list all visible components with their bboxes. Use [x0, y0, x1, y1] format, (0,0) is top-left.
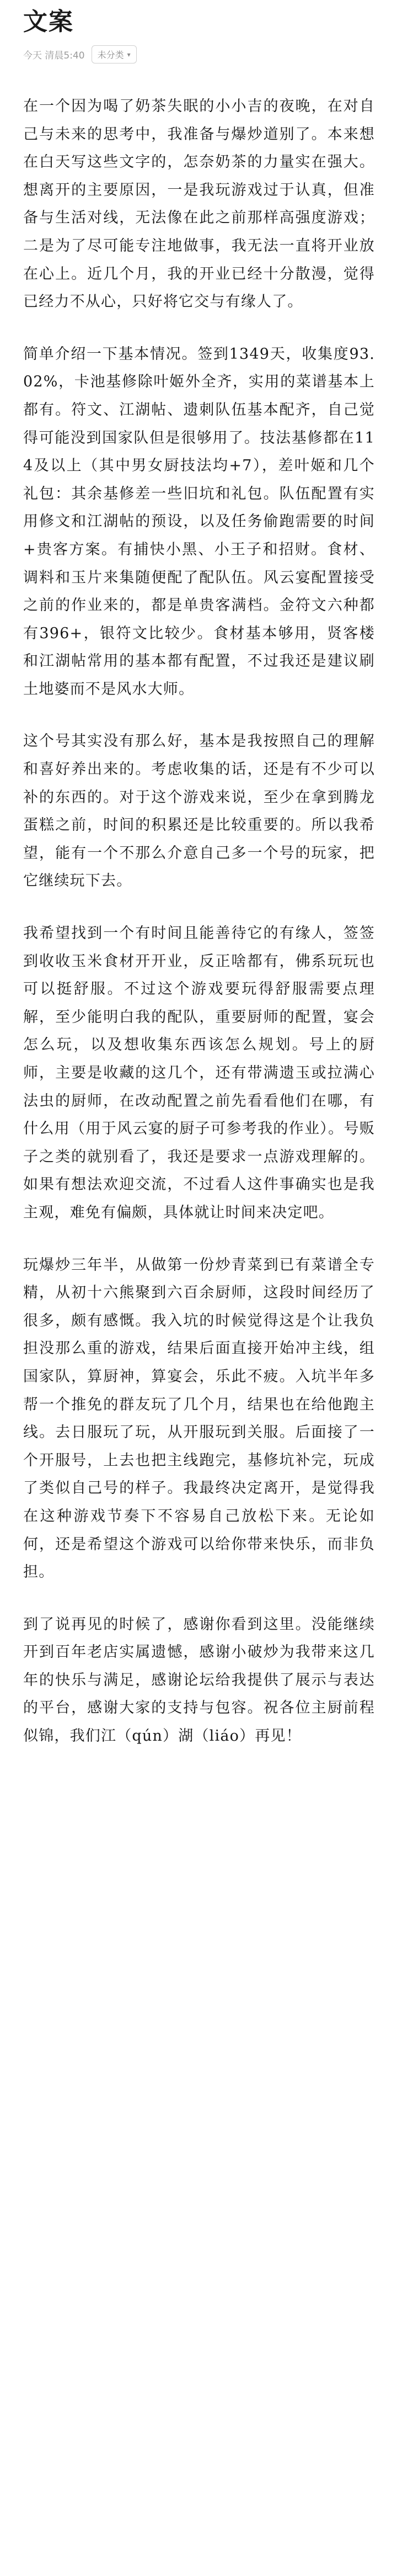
- note-title: 文案: [23, 8, 74, 36]
- paragraph: 这个号其实没有那么好，基本是我按照自己的理解和喜好养出来的。考虑收集的话，还是有不少可以补的东西的。对于这个游戏来说，至少在拿到腾龙蛋糕之前，时间的积累还是比较重要的。所以我希望，能有一个不那么介意自己多一个号的玩家，把它继续玩下去。: [23, 733, 375, 890]
- paragraph: 在一个因为喝了奶茶失眠的小小吉的夜晚，在对自己与未来的思考中，我准备与爆炒道别了。本来想在白天写这些文字的，怎奈奶茶的力量实在强大。想离开的主要原因，一是我玩游戏过于认真，但准备与生活对线，无法像在此之前那样高强度游戏；二是为了尽可能专注地做事，我无法一直将开业放在心上。近几个月，我的开业已经十分散漫，觉得已经力不从心，只好将它交与有缘人了。: [23, 98, 375, 311]
- category-dropdown[interactable]: [92, 45, 137, 63]
- note-date: 今天 清晨5:40: [23, 50, 85, 61]
- paragraph: 玩爆炒三年半，从做第一份炒青菜到已有菜谱全专精，从初十六熊聚到六百余厨师，这段时间经历了很多，颇有感慨。我入坑的时候觉得这是个让我负担没那么重的游戏，结果后面直接开始冲主线，组国家队，算厨神，算宴会，乐此不疲。入坑半年多帮一个推免的群友玩了几个月，结果也在给他跑主线。去日服玩了玩，从开服玩到关服。后面接了一个开服号，上去也把主线跑完，基修坑补完，玩成了类似自己号的样子。我最终决定离开，是觉得我在这种游戏节奏下不容易自己放松下来。无论如何，还是希望这个游戏可以给你带来快乐，而非负担。: [23, 1256, 375, 1581]
- paragraph: 我希望找到一个有时间且能善待它的有缘人，签签到收收玉米食材开开业，反正啥都有，佛系玩玩也可以挺舒服。不过这个游戏要玩得舒服需要点理解，至少能明白我的配队，重要厨师的配置，宴会怎么玩，以及想收集东西该怎么规划。号上的厨师，主要是收藏的这几个，还有带满遗玉或拉满心法虫的厨师，在改动配置之前先看看他们在哪，有什么用（用于风云宴的厨子可参考我的作业）。号贩子之类的就别看了，我还是要求一点游戏理解的。如果有想法欢迎交流，不过看人这件事确实也是我主观，难免有偏颇，具体就让时间来决定吧。: [23, 925, 375, 1221]
- note-meta: [23, 43, 375, 65]
- chevron-down-icon: ▾: [127, 51, 131, 59]
- note-body[interactable]: [23, 93, 375, 1751]
- category-label: 未分类: [97, 49, 124, 60]
- paragraph: 简单介绍一下基本情况。签到1349天，收集度93.02%，卡池基修除叶姬外全齐，实用的菜谱基本上都有。符文、江湖帖、遗刺队伍基本配齐，自己觉得可能没到国家队但是很够用了。技法基修都在114及以上（其中男女厨技法均+7），差叶姬和几个礼包：其余基修差一些旧坑和礼包。队伍配置有实用修文和江湖帖的预设，以及任务偷跑需要的时间+贵客方案。有捕快小黑、小王子和招财。食材、调料和玉片来集随便配了配队伍。风云宴配置接受之前的作业来的，都是单贵客满档。金符文六种都有396+，银符文比较少。食材基本够用，贤客楼和江湖帖常用的基本都有配置，不过我还是建议刷土地婆而不是风水大师。: [23, 345, 375, 698]
- paragraph: 到了说再见的时候了，感谢你看到这里。没能继续开到百年老店实属遗憾，感谢小破炒为我带来这几年的快乐与满足，感谢论坛给我提供了展示与表达的平台，感谢大家的支持与包容。祝各位主厨前程似锦，我们江（qún）湖（liáo）再见！: [23, 1615, 375, 1745]
